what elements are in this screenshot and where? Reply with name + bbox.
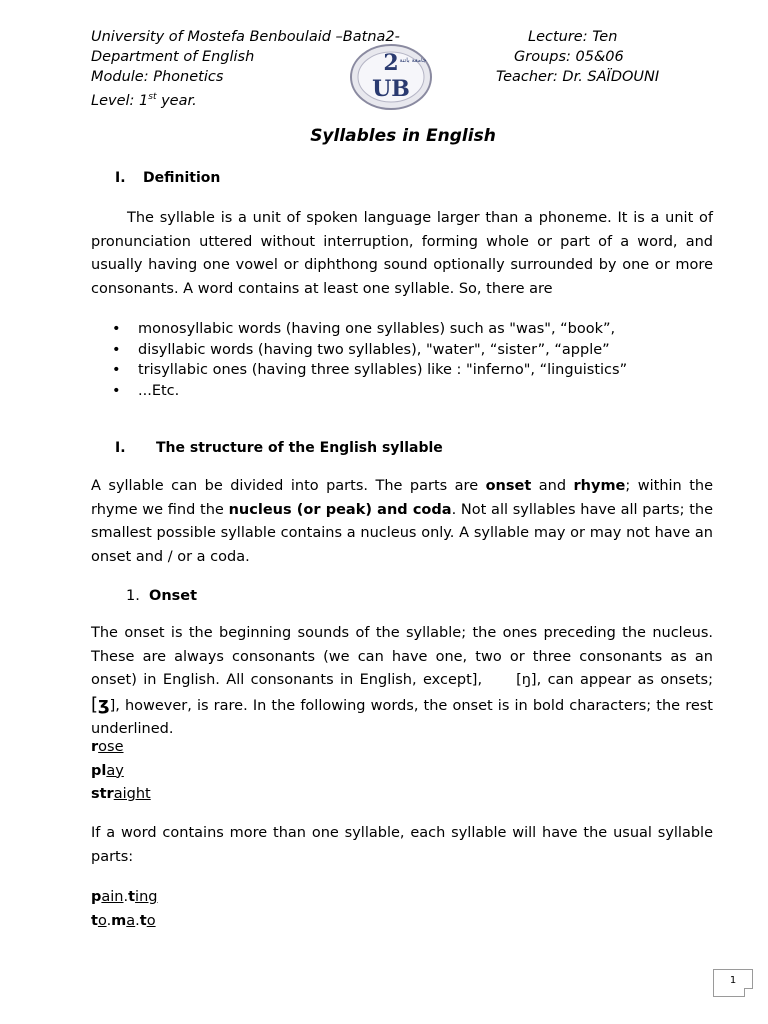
example-word: to.ma.to: [91, 912, 156, 929]
svg-text:2: 2: [383, 50, 399, 76]
structure-paragraph: A syllable can be divided into parts. The parts are onset and rhyme; within the rhyme we find the nucleus (or peak) and coda. Not all syllables have all parts; the smallest possible syllable contains a nucleus only. A syllable may or may not have an onset and / or a coda.: [91, 478, 713, 565]
example-word: rose: [91, 739, 124, 755]
list-item: • monosyllabic words (having one syllables) such as "was", “book”,: [112, 319, 627, 340]
svg-text:UB: UB: [372, 76, 410, 102]
groups-line: Groups: 05&06: [514, 49, 624, 65]
onset-paragraph: The onset is the beginning sounds of the syllable; the ones preceding the nucleus. These are always consonants (we can have one, two or three consonants as an onset) in English. All consonants in English, except], [ŋ], can appear as onsets; [ʒ], however, is rare. In the following words, the onset is in bold characters; the rest underlined.: [91, 625, 713, 737]
level-line: Level: 1st year.: [91, 92, 197, 109]
onset-examples: [91, 736, 151, 807]
multisyllable-paragraph: If a word contains more than one syllable, each syllable will have the usual syllable parts:: [91, 825, 713, 865]
example-word: pain.ting: [91, 889, 158, 905]
page-number: 1: [713, 969, 753, 997]
list-item: • trisyllabic ones (having three syllables) like : "inferno", “linguistics”: [112, 360, 627, 381]
header-right: [496, 27, 676, 87]
subsection-heading-onset: 1. Onset: [126, 588, 198, 604]
multisyllable-examples: [91, 886, 157, 933]
teacher-line: Teacher: Dr. SAÏDOUNI: [496, 69, 660, 85]
page-title: Syllables in English: [310, 126, 496, 146]
example-word: play: [91, 762, 124, 779]
definition-paragraph: The syllable is a unit of spoken language larger than a phoneme. It is a unit of pronunciation uttered without interruption, forming whole or part of a word, and usually having one vowel or diphthong sound optionally surrounded by one or more consonants. A word contains at least one syllable. So, there are: [91, 210, 713, 297]
example-word: straight: [91, 786, 151, 802]
list-item: • ...Etc.: [112, 381, 627, 402]
module-line: Module: Phonetics: [91, 69, 224, 85]
university-line: University of Mostefa Benboulaid –Batna2-: [91, 29, 400, 45]
svg-text:جامعة باتنة: جامعة باتنة: [399, 57, 427, 64]
section-heading-definition: I. Definition: [115, 170, 221, 186]
list-item: • disyllabic words (having two syllables), "water", “sister”, “apple”: [112, 340, 627, 361]
lecture-line: Lecture: Ten: [528, 29, 618, 45]
section-heading-structure: I. The structure of the English syllable: [115, 440, 443, 456]
university-logo: [347, 40, 435, 112]
syllable-types-list: [112, 319, 627, 401]
department-line: Department of English: [91, 49, 255, 65]
